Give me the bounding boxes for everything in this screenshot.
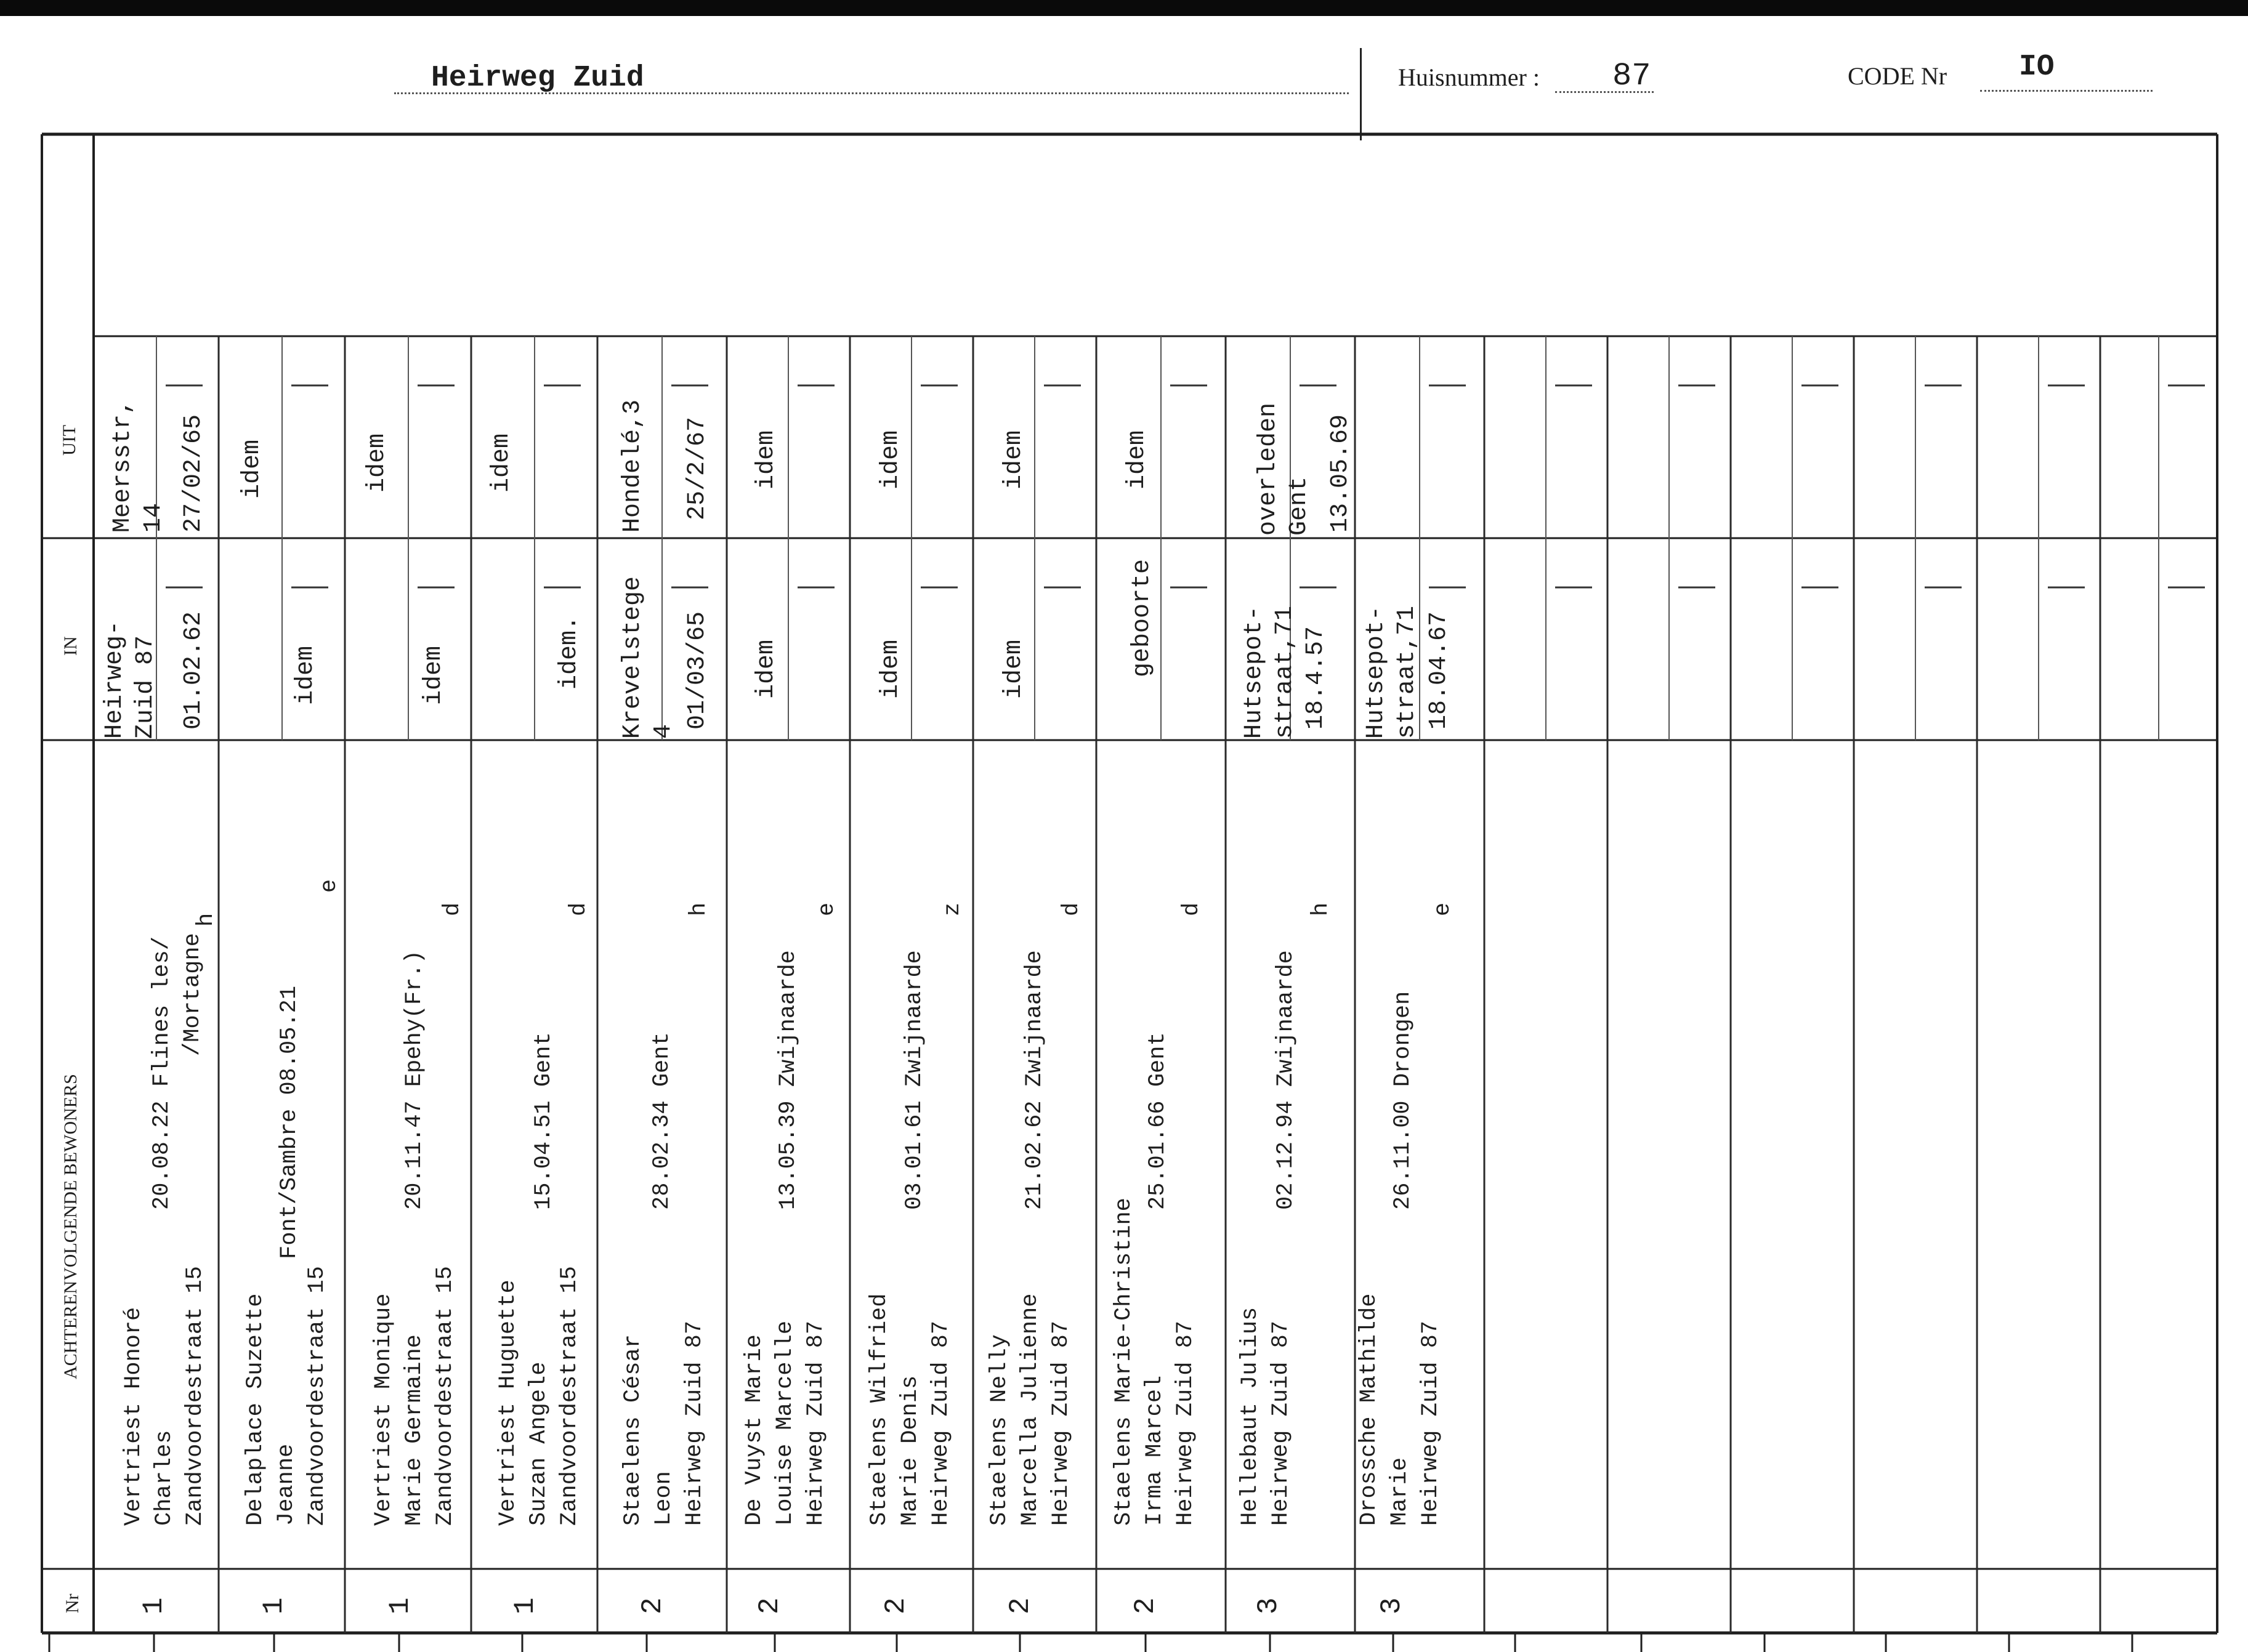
resident-name: Staelens Wilfried Marie Denis Heirweg Zuid 87 [867,1293,954,1526]
resident-name: Vertriest Huguette Suzan Angele Zandvoordestraat 15 [495,1266,583,1526]
resident-birth: 20.11.47 Epehy(Fr.) [402,950,427,1210]
in-place: Krevelstege 4 [619,576,677,739]
row-nr: 1 [509,1597,541,1614]
uit-place: idem [363,433,391,493]
resident-code: d [566,902,592,916]
uit-date: 25/2/67 [684,416,711,520]
uit-place: idem [1123,430,1151,490]
resident-birth: 20.08.22 Flines les/ /Mortagne [149,933,206,1210]
in-place: geboorte [1128,558,1156,677]
uit-place: idem [1000,430,1028,490]
uit-place: idem [238,439,266,499]
uit-place: idem [488,433,516,493]
resident-code: d [440,902,466,916]
uit-place: overleden Gent [1255,402,1313,536]
row-nr: 2 [754,1597,786,1614]
in-place: Heirweg- Zuid 87 [101,620,160,739]
in-date: idem [420,645,448,705]
resident-birth: 28.02.34 Gent [649,1032,675,1210]
uit-date: 27/02/65 [180,414,208,533]
resident-name: Vertriest Honoré Charles Zandvoordestraat 15 [121,1266,208,1526]
resident-birth: 13.05.39 Zwijnaarde [775,950,801,1210]
row-nr: 1 [138,1597,170,1614]
row-nr: 2 [1130,1597,1162,1614]
resident-birth: 03.01.61 Zwijnaarde [902,950,928,1210]
house-number-value: 87 [1612,58,1651,94]
uit-date: 13.05.69 [1327,414,1354,533]
row-nr: 2 [637,1597,669,1614]
in-date: 18.04.67 [1425,611,1453,730]
resident-name: Staelens Nelly Marcella Julienne Heirweg Zuid 87 [987,1293,1074,1526]
resident-code: e [814,902,840,916]
uit-place: idem [877,430,905,490]
row-nr: 2 [880,1597,912,1614]
resident-name: Staelens Marie-Christine Irma Marcel Heirweg Zuid 87 [1111,1198,1199,1526]
resident-name: Drossche Mathilde Marie Heirweg Zuid 87 [1356,1293,1444,1526]
resident-code: e [1430,902,1456,916]
code-label: CODE Nr [1848,62,1947,90]
in-place: idem [1000,639,1028,699]
resident-code: e [317,879,342,893]
resident-code: h [193,913,219,927]
uit-place: Hondelé,3 [619,399,647,533]
row-nr: 3 [1376,1597,1408,1614]
resident-birth: 02.12.94 Zwijnaarde [1273,950,1299,1210]
resident-code: z [940,902,966,916]
in-place: Hutsepot- straat,71 [1240,605,1299,739]
street-name: Heirweg Zuid [431,62,644,95]
col-header-nr: Nr [62,1594,83,1613]
row-nr: 2 [1005,1597,1037,1614]
in-date: 01/03/65 [684,611,711,730]
in-date: idem [292,645,320,705]
resident-birth: 26.11.00 Drongen [1390,991,1416,1210]
resident-name: Vertriest Monique Marie Germaine Zandvoordestraat 15 [371,1266,458,1526]
uit-place: idem [753,430,780,490]
uit-place: Meersstr, 14 [109,399,168,533]
resident-code: h [1308,902,1334,916]
in-date: idem. [556,615,583,690]
resident-birth: Font/Sambre 08.05.21 [277,985,302,1259]
in-place: Hutsepot- straat,71 [1362,605,1421,739]
row-nr: 1 [384,1597,416,1614]
col-header-uit: UIT [59,425,79,456]
resident-code: d [1059,902,1085,916]
resident-birth: 25.01.66 Gent [1145,1032,1171,1210]
code-value: IO [2019,50,2055,84]
in-date: 18.4.57 [1302,626,1330,730]
col-header-in: IN [60,636,81,656]
resident-name: De Vuyst Marie Louise Marcelle Heirweg Zuid 87 [742,1320,829,1526]
in-date: 01.02.62 [180,611,208,730]
resident-name: Hellebaut Julius Heirweg Zuid 87 [1237,1307,1294,1526]
resident-code: h [686,902,712,916]
resident-birth: 15.04.51 Gent [531,1032,557,1210]
in-place: idem [877,639,905,699]
resident-name: Staelens César Leon Heirweg Zuid 87 [620,1320,708,1526]
resident-code: d [1179,902,1205,916]
in-place: idem [753,639,780,699]
col-header-residents: ACHTERENVOLGENDE BEWONERS [60,1074,81,1379]
resident-birth: 21.02.62 Zwijnaarde [1022,950,1048,1210]
resident-name: Delaplace Suzette Jeanne Zandvoordestraat 15 [243,1266,330,1526]
row-nr: 3 [1253,1597,1285,1614]
house-number-label: Huisnummer : [1398,63,1540,91]
row-nr: 1 [258,1597,290,1614]
